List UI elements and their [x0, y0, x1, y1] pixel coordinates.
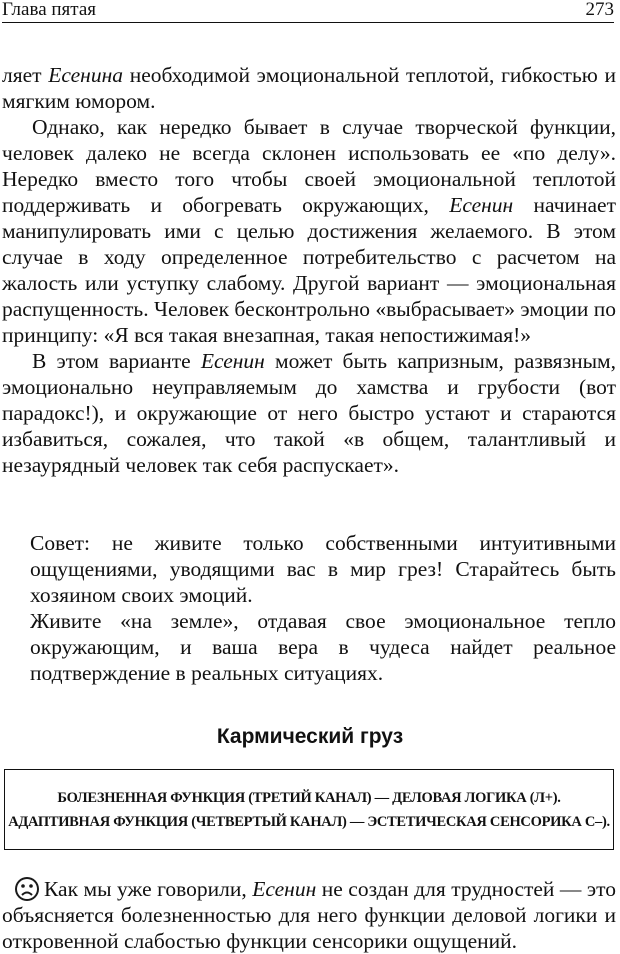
sad-face-icon [8, 876, 34, 902]
main-text [2, 62, 616, 478]
type-name: Есенина [48, 63, 124, 87]
running-header [2, 0, 614, 23]
paragraph-4 [2, 876, 616, 954]
text-run: может быть капризным, развязным, эмоционально неуправляемым до хамства и грубости (вот парадокс!), и окружающие от него быстро устают и стараются избавиться, сожалея, что такой «в общем, талантливый и незаурядный человек так себя распускает». [2, 349, 616, 477]
paragraph-3 [2, 348, 616, 478]
text-run: Однако, как нередко бывает в случае творческой функции, человек далеко не всегда склонен использовать ее «по делу». Нередко вместо того чтобы своей эмоциональной теплотой поддерживать и обогревать окружающих, [2, 115, 616, 217]
adaptive-function-line: АДАПТИВНАЯ ФУНКЦИЯ (ЧЕТВЕРТЫЙ КАНАЛ) — ЭСТЕТИЧЕСКАЯ СЕНСОРИКА С–). [8, 813, 610, 830]
type-name: Есенин [252, 877, 317, 901]
text-run: Как мы уже говорили, [44, 877, 253, 901]
section-heading: Кармический груз [216, 725, 404, 748]
type-name: Есенин [449, 193, 514, 217]
chapter-title: Глава пятая [2, 0, 96, 20]
text-run: начинает манипулировать ими с целью достижения желаемого. В этом случае в ходу определенное потребительство с расчетом на жалость или уступку слабому. Другой вариант — эмоциональная распущенность. Человек бесконтрольно «выбрасывает» эмоции по принципу: «Я вся такая внезапная, такая непостижимая!» [2, 193, 616, 347]
paragraph-2 [2, 114, 616, 348]
text-run: не создан для трудностей — это объясняется болезненностью для него функции деловой логики и откровенной слабостью функции сенсорики ощущений. [2, 877, 616, 953]
page-number: 273 [585, 0, 614, 20]
advice-block [30, 530, 616, 686]
advice-paragraph-2: Живите «на земле», отдавая свое эмоциональное тепло окружающим, и ваша вера в чудеса найдет реальное подтверждение в реальных ситуациях. [30, 609, 616, 685]
type-name: Есенин [200, 349, 265, 373]
paragraph-1 [2, 62, 616, 114]
text-run: ляет [2, 63, 49, 87]
final-paragraph [2, 876, 616, 954]
text-run: В этом варианте [32, 349, 201, 373]
painful-function-line: БОЛЕЗНЕННАЯ ФУНКЦИЯ (ТРЕТИЙ КАНАЛ) — ДЕЛОВАЯ ЛОГИКА (Л+). [57, 789, 561, 806]
text-run: необходимой эмоциональной теплотой, гибкостью и мягким юмором. [2, 63, 617, 113]
function-box [4, 769, 614, 850]
advice-paragraph-1: Совет: не живите только собственными интуитивными ощущениями, уводящими вас в мир грез! Старайтесь быть хозяином своих эмоций. [30, 531, 616, 607]
